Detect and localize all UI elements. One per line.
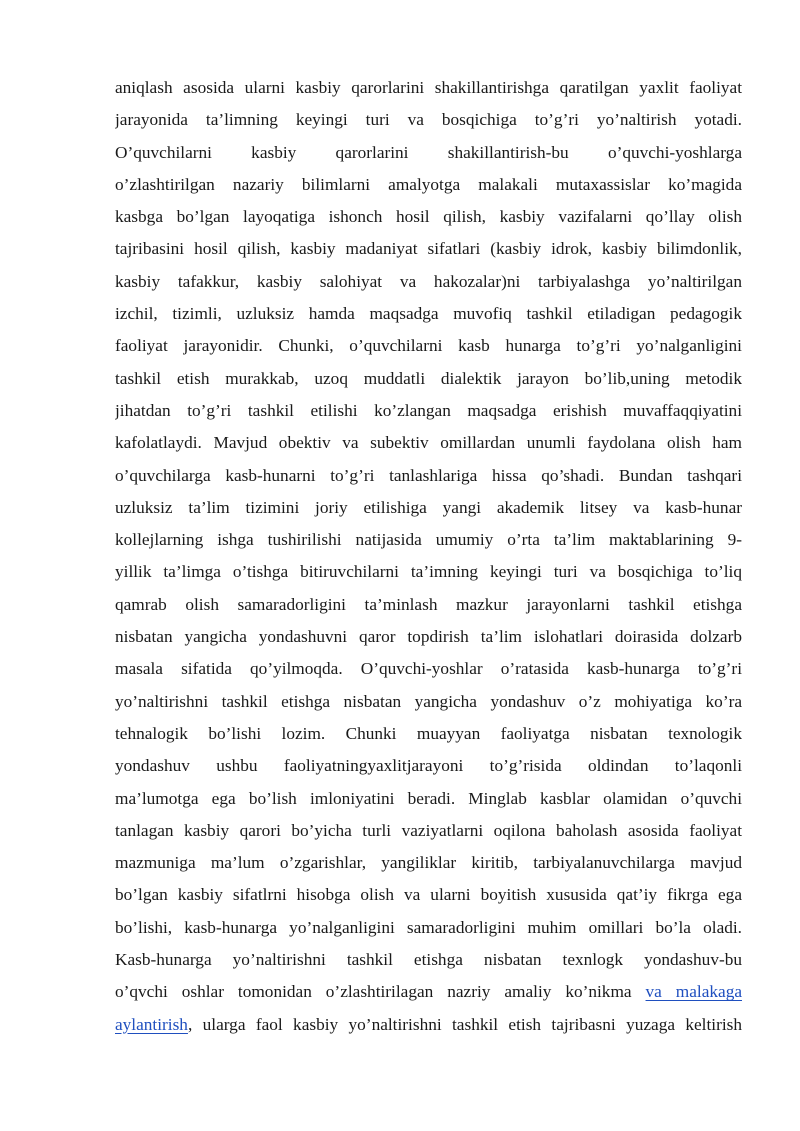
text-line-15: kollejlarning ishga tushirilishi natijasida umumiy o’rta ta’lim maktablarining 9-: [115, 530, 742, 550]
text-line-30-text: , ularga faol kasbiy yo’naltirishni tashkil etish tajribasni yuzaga keltirish: [187, 1014, 742, 1034]
text-line-20: yo’naltirishni tashkil etishga nisbatan yangicha yondashuv o’z mohiyatiga ko’ra: [115, 691, 742, 711]
text-line-8: izchil, tizimli, uzluksiz hamda maqsadga muvofiq tashkil etiladigan pedagogik: [115, 304, 742, 324]
text-line-14: uzluksiz ta’lim tizimini joriy etilishiga yangi akademik litsey va kasb-hunar: [115, 497, 742, 517]
text-line-6: tajribasini hosil qilish, kasbiy madaniyat sifatlari (kasbiy idrok, kasbiy bilimdonlik,: [115, 239, 742, 259]
text-line-2: jarayonida ta’limning keyingi turi va bosqichiga to’g’ri yo’naltirish yotadi.: [115, 110, 742, 130]
text-line-12: kafolatlaydi. Mavjud obektiv va subektiv omillardan unumli faydolana olish ham: [115, 433, 742, 453]
text-line-21: tehnalogik bo’lishi lozim. Chunki muayyan faoliyatga nisbatan texnologik: [115, 723, 742, 743]
text-line-5: kasbga bo’lgan layoqatiga ishonch hosil qilish, kasbiy vazifalarni qo’llay olish: [115, 207, 742, 227]
text-line-19: masala sifatida qo’yilmoqda. O’quvchi-yoshlar o’ratasida kasb-hunarga to’g’ri: [115, 659, 742, 679]
text-line-13: o’quvchilarga kasb-hunarni to’g’ri tanlashlariga hissa qo’shadi. Bundan tashqari: [115, 465, 742, 485]
text-line-10: tashkil etish murakkab, uzoq muddatli dialektik jarayon bo’lib,uning metodik: [115, 368, 742, 388]
text-line-24: tanlagan kasbiy qarori bo’yicha turli vaziyatlarni oqilona baholash asosida faoliyat: [115, 820, 742, 840]
hyperlink-part-1[interactable]: va malakaga: [645, 982, 742, 1002]
text-line-9: faoliyat jarayonidir. Chunki, o’quvchilarni kasb hunarga to’g’ri yo’nalganligini: [115, 336, 742, 356]
document-page: [115, 72, 742, 1041]
text-line-23: ma’lumotga ega bo’lish imloniyatini beradi. Minglab kasblar olamidan o’quvchi: [115, 788, 742, 808]
text-line-27: bo’lishi, kasb-hunarga yo’nalganligini samaradorligini muhim omillari bo’la oladi.: [115, 917, 742, 937]
text-line-18: nisbatan yangicha yondashuvni qaror topdirish ta’lim islohatlari doirasida dolzarb: [115, 627, 742, 647]
text-line-25: mazmuniga ma’lum o’zgarishlar, yangiliklar kiritib, tarbiyalanuvchilarga mavjud: [115, 853, 742, 873]
text-line-3: O’quvchilarni kasbiy qarorlarini shakillantirish-bu o’quvchi-yoshlarga: [115, 142, 742, 162]
text-line-22: yondashuv ushbu faoliyatningyaxlitjarayoni to’g’risida oldindan to’laqonli: [115, 756, 742, 776]
text-line-17: qamrab olish samaradorligini ta’minlash mazkur jarayonlarni tashkil etishga: [115, 594, 742, 614]
text-line-16: yillik ta’limga o’tishga bitiruvchilarni ta’imning keyingi turi va bosqichiga to’liq: [115, 562, 742, 582]
text-line-30: [115, 1009, 742, 1041]
text-line-7: kasbiy tafakkur, kasbiy salohiyat va hakozalar)ni tarbiyalashga yo’naltirilgan: [115, 271, 742, 291]
hyperlink-part-2[interactable]: aylantirish: [115, 1014, 188, 1034]
text-line-29-text: o’qvchi oshlar tomonidan o’zlashtirilagan nazriy amaliy ko’nikma: [115, 982, 646, 1002]
text-line-28: Kasb-hunarga yo’naltirishni tashkil etishga nisbatan texnlogk yondashuv-bu: [115, 950, 742, 970]
text-line-29: [115, 976, 742, 1008]
text-line-11: jihatdan to’g’ri tashkil etilishi ko’zlangan maqsadga erishish muvaffaqqiyatini: [115, 400, 742, 420]
text-line-4: o’zlashtirilgan nazariy bilimlarni amalyotga malakali mutaxassislar ko’magida: [115, 174, 742, 194]
text-line-1: aniqlash asosida ularni kasbiy qarorlarini shakillantirishga qaratilgan yaxlit faoliyat: [115, 78, 742, 97]
text-line-26: bo’lgan kasbiy sifatlrni hisobga olish va ularni boyitish xususida qat’iy fikrga ega: [115, 885, 742, 905]
